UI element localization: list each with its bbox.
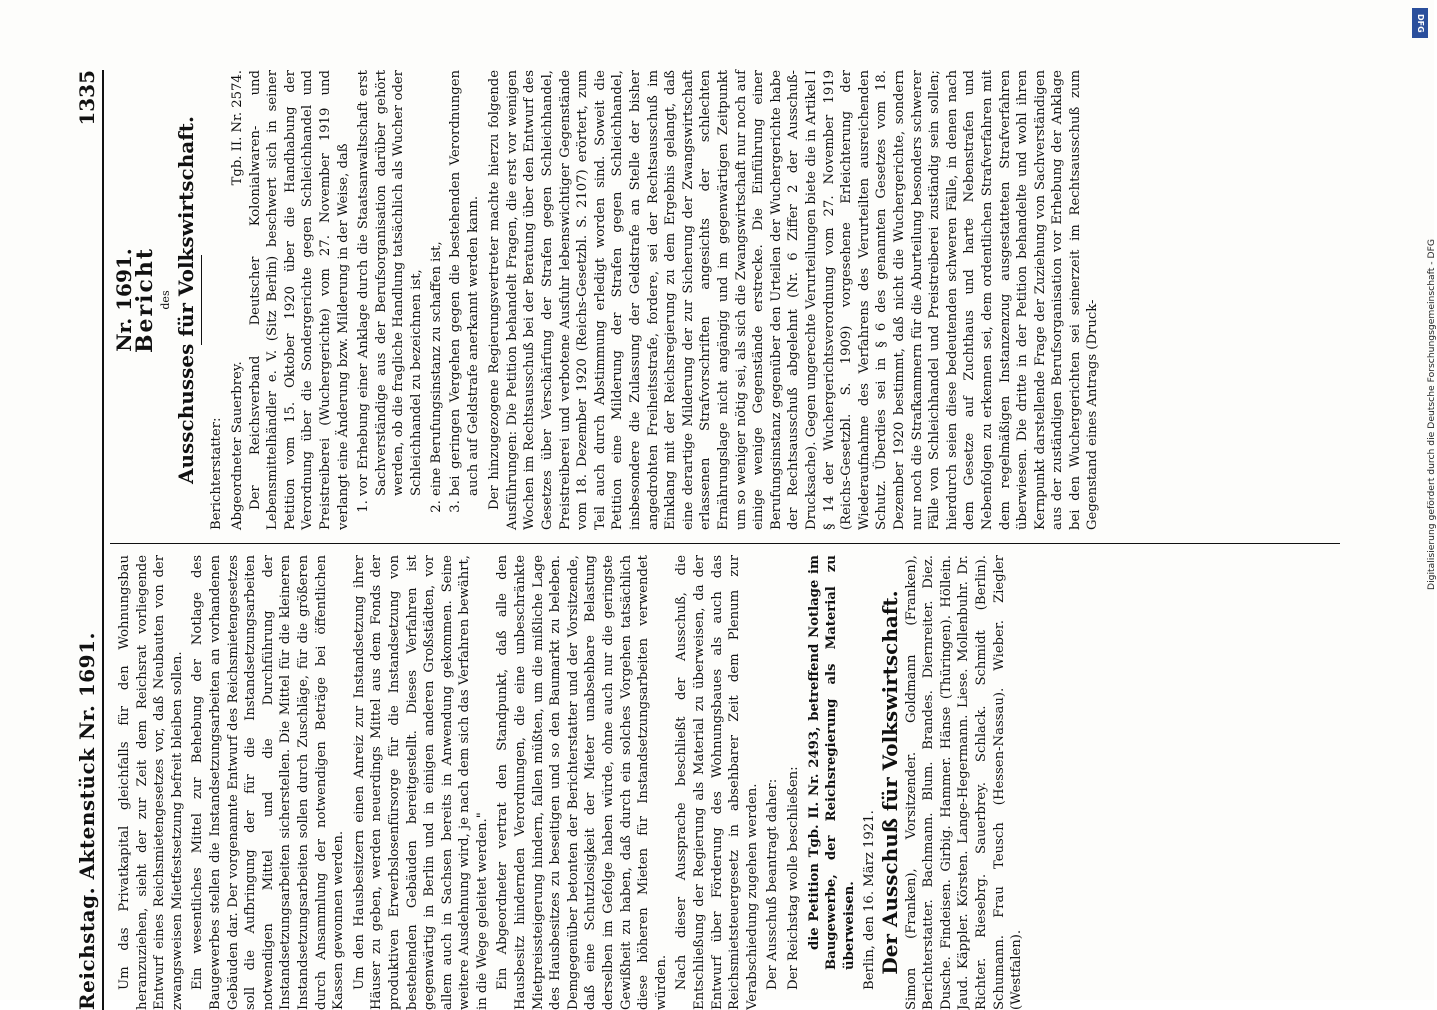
list-item: 1. vor Erhebung einer Anklage durch die Staatsanwaltschaft erst Sachverständige aus der Berufsorganisation darüber gehört werden, ob die fragliche Handlung tatsächlich als Wucher oder Schleichhandel zu bezeichnen ist,: [355, 70, 425, 496]
running-header: [70, 60, 110, 1010]
report-number: Nr. 1691.: [112, 248, 136, 352]
header-rule: [102, 70, 104, 1010]
column-divider: [110, 543, 1340, 544]
reporter-label: Berichterstatter:: [209, 417, 225, 530]
dfg-logo: DFG: [1412, 8, 1428, 38]
paragraph: Der Reichsverband Deutscher Kolonialwaren- und Lebensmittelhändler e. V. (Sitz Berlin) beschwert sich in seiner Petition vom 15. Oktober 1920 über die Handhabung der Verordnung über die Sondergerichte gegen Schleichhandel und Preistreiberei (Wuchergerichte) vom 27. November 1919 und verlangt eine Änderung bzw. Milderung in der Weise, daß: [247, 70, 351, 530]
motion-text: die Petition Tgb. II. Nr. 2493, betreffend Notlage im Baugewerbe, der Reichsregierung als Material zu überweisen.: [806, 555, 857, 970]
paragraph: Um den Hausbesitzern einen Anreiz zur Instandsetzung ihrer Häuser zu geben, werden neuerdings Mittel aus dem Fonds der produktiven Erwerbslosenfürsorge für die Instandsetzung von bestehenden Gebäuden bereitgestellt. Dieses Verfahren ist gegenwärtig in Berlin und in einigen anderen Großstädten, vor allem auch in Sachsen bereits in Anwendung gekommen. Seine weitere Ausdehnung wird, je nach dem sich das Verfahren bewährt, in die Wege geleitet werden.": [351, 555, 490, 1010]
reporter-name: Abgeordneter Sauerbrey.: [229, 361, 245, 530]
date-line: Berlin, den 16. März 1921.: [862, 810, 878, 990]
list-item: 2. eine Berufungsinstanz zu schaffen ist,: [428, 70, 446, 496]
report-des: des: [159, 290, 173, 310]
separator-rule: [201, 255, 202, 345]
report-heading: Bericht: [131, 246, 158, 354]
page-content: [70, 60, 1340, 1010]
dfg-credit: Digitalisierung gefördert durch die Deutsche Forschungsgemeinschaft - DFG: [1426, 239, 1437, 590]
committee-title: Der Ausschuß für Volkswirtschaft.: [877, 590, 902, 975]
right-column: [112, 70, 1105, 530]
header-title: Reichstag. Aktenstück Nr. 1691.: [75, 632, 99, 1010]
committee-heading: Ausschusses für Volkswirtschaft.: [173, 115, 198, 485]
left-column: [116, 555, 1029, 1010]
reporter-row: [229, 70, 247, 530]
paragraph: Um das Privatkapital gleichfalls für den Wohnungsbau heranzuziehen, sieht der zur Zeit dem Reichsrat vorliegende Entwurf eines Reichsmietengesetzes vor, daß Neubauten von der zwangsweisen Mietfestsetzung befreit bleiben sollen.: [117, 555, 185, 1010]
paragraph: Der hinzugezogene Regierungsvertreter machte hierzu folgende Ausführungen: Die Petition behandelt Fragen, die erst vor wenigen Wochen im Rechtsausschuß bei der Beratung über den Entwurf des Gesetzes über Verschärfung der Strafen gegen Schleichhandel, Preistreiberei und verbotene Ausfuhr lebenswichtiger Gegenstände vom 18. Dezember 1920 (Reichs-Gesetzbl. S. 2107) erörtert, zum Teil auch durch Abstimmung erledigt worden sind. Soweit die Petition eine Milderung der Strafen gegen Schleichhandel, insbesondere die Zulassung der Geldstrafe an Stelle der bisher angedrohten Freiheitsstrafe, fordere, sei der Rechtsausschuß im Einklang mit der Reichsregierung zu dem Ergebnis gelangt, daß eine derartige Milderung der zur Sicherung der Zwangswirtschaft erlassenen Strafvorschriften angesichts der schlechten Ernährungslage nicht angängig und im gegenwärtigen Zeitpunkt um so weniger nötig sei, als sich die Zwangswirtschaft nur noch auf einige wenige Gegenstände erstrecke. Die Einführung einer Berufungsinstanz gegenüber den Urteilen der Wuchergerichte habe der Rechtsausschuß abgelehnt (Nr. 6 Ziffer 2 der Ausschuß-Drucksache). Gegen ungerechte Verurteilungen biete die in Artikel I § 14 der Wuchergerichtsverordnung vom 27. November 1919 (Reichs-Gesetzbl. S. 1909) vorgesehene Erleichterung der Wiederaufnahme des Verfahrens des Verurteilten ausreichenden Schutz. Überdies sei in § 6 des genannten Gesetzes vom 18. Dezember 1920 bestimmt, daß nicht die Wuchergerichte, sondern nur noch die Strafkammern für die Aburteilung besonders schwerer Fälle von Schleichhandel und Preistreiberei zuständig sein sollen; hierdurch seien diese bedeutenden schweren Fälle, in denen nach dem Gesetze auf Zuchthaus und harte Nebenstrafen und Nebenfolgen zu erkennen sei, dem ordentlichen Strafverfahren mit dem regelmäßigen Instanzenzug ausgestatteten Strafverfahren überwiesen. Die dritte in der Petition behandelte und wohl ihren Kernpunkt darstellende Frage der Zuziehung von Sachverständigen aus der zuständigen Berufsorganisation vor Erhebung der Anklage bei den Wuchergerichten sei seinerzeit im Rechtsausschuß zum Gegenstand eines Antrags (Druck-: [487, 70, 1101, 530]
demands-list: [355, 70, 482, 530]
dfg-sidebar: [1404, 0, 1437, 1000]
paragraph: Nach dieser Aussprache beschließt der Ausschuß, die Entschließung der Regierung als Material zu überweisen, da der Entwurf über Förderung des Wohnungsbaues als auch das Reichsmietsteuergesetz in absehbarer Zeit dem Plenum zur Verabschiedung zugehen werden.: [674, 555, 760, 1010]
paragraph: Der Ausschuß beantragt daher:: [765, 778, 781, 990]
page-number: 1335: [75, 70, 99, 126]
committee-members: Simon (Franken), Vorsitzender. Goldmann (Franken), Berichterstatter. Bachmann. Blum. Brandes. Diernreiter. Diez. Dusche. Findeisen. Girbig. Hammer. Hänse (Thüringen). Höllein. Jaud. Käppler. Körsten. Lange-Hegermann. Liese. Mollenbuhr. Dr. Richter. Riesebrg. Sauerbrey. Schlack. Schmidt (Berlin). Schumann. Frau Teusch (Hessen-Nassau). Wieber. Ziegler (Westfalen).: [903, 555, 1025, 1010]
rotated-page: [70, 60, 1340, 1010]
list-item: 3. bei geringen Vergehen gegen die bestehenden Verordnungen auch auf Geldstrafe anerkannt werden kann.: [447, 70, 482, 496]
journal-number: Tgb. II. Nr. 2574.: [229, 70, 245, 186]
paragraph: Ein wesentliches Mittel zur Behebung der Notlage des Baugewerbes stellen die Instandsetzungsarbeiten an vorhandenen Gebäuden dar. Der vorgenannte Entwurf des Reichsmietengesetzes soll die Aufbringung der für die Instandsetzungsarbeiten notwendigen Mittel und die Durchführung der Instandsetzungsarbeiten sicherstellen. Die Mittel für die kleineren Instandsetzungsarbeiten sollen durch Zuschläge, für die größeren durch Ansammlung der notwendigen Beträge bei öffentlichen Kassen gewonnen werden.: [190, 555, 347, 1010]
paragraph: Der Reichstag wolle beschließen:: [785, 766, 801, 990]
paragraph: Ein Abgeordneter vertrat den Standpunkt, daß alle den Hausbesitz hindernden Verordnungen, die eine unbeschränkte Mietpreissteigerung hindern, fallen müßten, um die mißliche Lage des Hausbesitzes zu beseitigen und so den Baumarkt zu beleben. Demgegenüber betonten der Berichterstatter und der Vorsitzende, daß eine Schutzlosigkeit der Mieter unabsehbare Belastung derselben im Gefolge haben würde, ohne auch nur die geringste Gewißheit zu haben, daß durch ein solches Vorgehen tatsächlich diese höheren Mieten für Instandsetzungsarbeiten verwendet würden.: [495, 555, 669, 1010]
